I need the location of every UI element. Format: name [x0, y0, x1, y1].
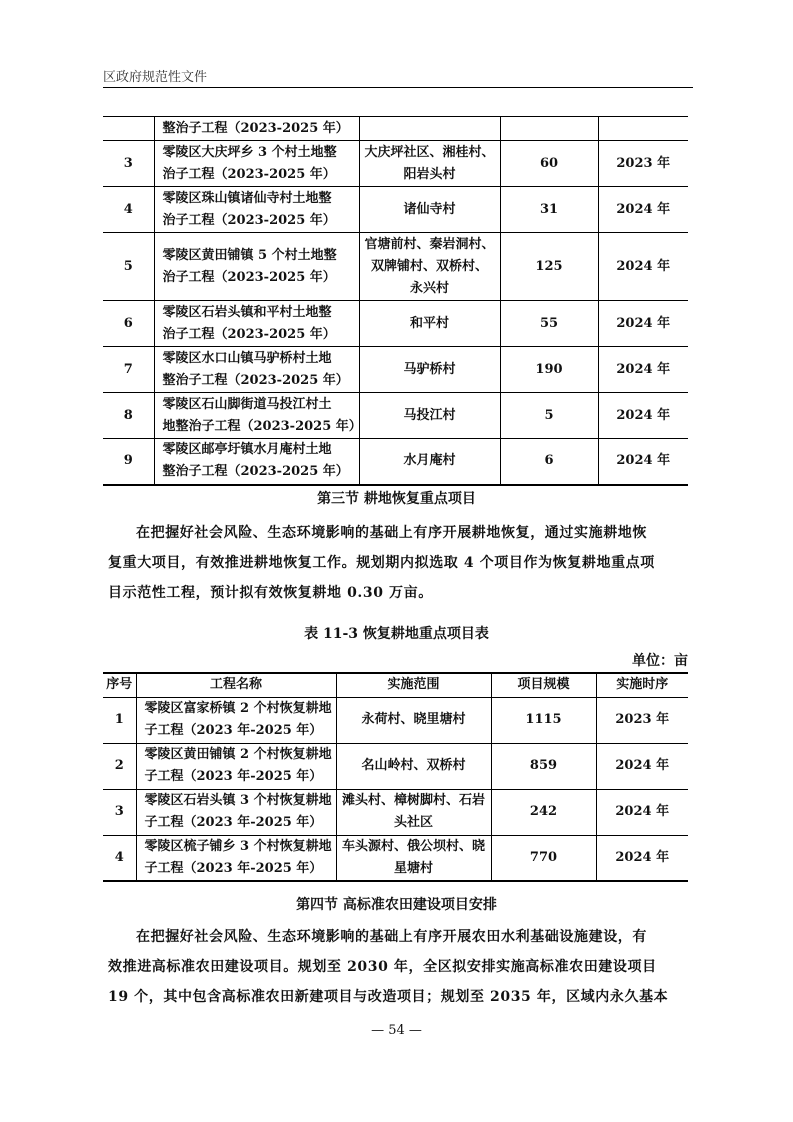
cell-text: 1115 — [525, 712, 562, 727]
cell-no — [103, 835, 136, 881]
cell-text: 190 — [535, 361, 563, 377]
cell-time — [596, 835, 688, 881]
cell-name — [154, 187, 359, 233]
cell-name — [154, 393, 362, 439]
cell-text: 和平村 — [409, 315, 449, 331]
cell-scale — [500, 301, 598, 347]
cell-text: 整治子工程（2023-2025 年） — [162, 372, 349, 388]
cell-text: 零陵区珠山镇诸仙寺村土地整 — [162, 190, 332, 206]
cell-text: 8 — [123, 407, 133, 423]
table-row — [103, 301, 688, 347]
cell-text: 2024 年 — [615, 849, 670, 865]
cell-text: 1 — [114, 712, 124, 727]
paragraph-line: 目示范性工程，预计拟有效恢复耕地 0.30 万亩。 — [108, 585, 433, 601]
cell-text: 整治子工程（2023-2025 年） — [162, 120, 349, 136]
header-time: 实施时序 — [596, 673, 688, 697]
cell-text: 马驴桥村 — [403, 361, 456, 377]
cell-name — [154, 141, 359, 187]
cell-text: 治子工程（2023-2025 年） — [162, 212, 336, 228]
cell-time — [596, 697, 688, 743]
cell-text: 零陵区黄田铺镇 2 个村恢复耕地 — [144, 747, 332, 762]
cell-text: 子工程（2023 年-2025 年） — [144, 860, 323, 876]
cell-time — [598, 347, 688, 393]
header-name: 工程名称 — [136, 673, 336, 697]
cell-name — [154, 347, 359, 393]
cell-text: 4 — [114, 849, 124, 865]
cell-text: 7 — [123, 361, 133, 377]
table-row — [103, 347, 688, 393]
cell-text: 2024 年 — [616, 201, 671, 217]
header-scope: 实施范围 — [336, 673, 491, 697]
cell-scale — [500, 141, 598, 187]
cultivated-land-restoration-table — [103, 672, 688, 882]
cell-name — [154, 301, 359, 347]
document-header: 区政府规范性文件 — [103, 70, 208, 85]
cell-name — [136, 697, 336, 743]
section-3-paragraph — [108, 518, 692, 608]
table-row — [103, 789, 688, 835]
cell-text: 头社区 — [393, 815, 433, 830]
cell-name — [136, 743, 336, 789]
cell-text: 零陵区石岩头镇 3 个村恢复耕地 — [144, 793, 332, 808]
cell-text: 859 — [529, 758, 558, 773]
cell-scope — [336, 789, 491, 835]
cell-text: 官塘前村、秦岩洞村、 — [364, 236, 495, 252]
cell-text: 55 — [539, 315, 559, 331]
cell-text: 6 — [123, 315, 133, 331]
cell-text: 9 — [123, 453, 133, 469]
table-row — [103, 233, 688, 301]
cell-text: 零陵区黄田铺镇 5 个村土地整 — [162, 247, 337, 263]
cell-text: 125 — [535, 258, 563, 274]
cell-text: 地整治子工程（2023-2025 年） — [162, 418, 362, 434]
cell-text: 4 — [123, 201, 133, 217]
table-row — [103, 187, 688, 233]
cell-text: 5 — [544, 407, 554, 423]
cell-time — [598, 187, 688, 233]
cell-text: 60 — [539, 155, 559, 171]
paragraph-line: 在把握好社会风险、生态环境影响的基础上有序开展耕地恢复，通过实施耕地恢 — [136, 525, 647, 541]
cell-scope — [359, 439, 500, 485]
cell-scale — [491, 743, 596, 789]
cell-text: 2024 年 — [616, 315, 671, 331]
cell-name — [136, 789, 336, 835]
cell-text: 2024 年 — [616, 453, 671, 469]
cell-scope — [359, 117, 500, 141]
cell-no — [103, 301, 154, 347]
table-row — [103, 117, 688, 141]
cell-text: 242 — [529, 804, 558, 819]
cell-text: 双牌铺村、双桥村、 — [370, 258, 488, 274]
cell-text: 整治子工程（2023-2025 年） — [162, 464, 349, 480]
table-row — [103, 141, 688, 187]
cell-text: 阳岩头村 — [403, 166, 456, 182]
cell-scale — [491, 789, 596, 835]
cell-scope — [359, 301, 500, 347]
cell-text: 子工程（2023 年-2025 年） — [144, 769, 323, 784]
cell-scope — [336, 835, 491, 881]
cell-text: 车头源村、俄公坝村、晓 — [341, 838, 485, 854]
section-4-title: 第四节 高标准农田建设项目安排 — [296, 897, 497, 913]
cell-text: 零陵区石岩头镇和平村土地整 — [162, 304, 332, 320]
cell-text: 治子工程（2023-2025 年） — [162, 269, 336, 285]
cell-text: 3 — [123, 155, 133, 171]
cell-text: 零陵区水口山镇马驴桥村土地 — [162, 350, 332, 366]
cell-time — [596, 743, 688, 789]
cell-text: 2024 年 — [616, 258, 671, 274]
cell-text: 零陵区梳子铺乡 3 个村恢复耕地 — [144, 838, 332, 854]
cell-no — [103, 117, 154, 141]
cell-no — [103, 743, 136, 789]
cell-scope — [359, 187, 500, 233]
cell-text: 滩头村、樟树脚村、石岩 — [341, 793, 485, 808]
table-caption: 表 11-3 恢复耕地重点项目表 — [304, 626, 489, 642]
cell-text: 零陵区石山脚街道马投江村土 — [162, 396, 332, 412]
cell-scale — [500, 233, 598, 301]
cell-text: 永荷村、晓里塘村 — [361, 712, 466, 727]
cell-scale — [500, 439, 598, 485]
cell-text: 治子工程（2023-2025 年） — [162, 326, 336, 342]
section-4-paragraph — [108, 922, 692, 1012]
cell-text: 2024 年 — [616, 361, 671, 377]
header-scale: 项目规模 — [491, 673, 596, 697]
header-no: 序号 — [103, 673, 136, 697]
cell-scope — [359, 347, 500, 393]
cell-text: 诸仙寺村 — [403, 201, 456, 217]
table-row — [103, 393, 688, 439]
cell-text: 星塘村 — [393, 860, 433, 876]
cell-text: 马投江村 — [403, 407, 456, 423]
cell-text: 2023 年 — [616, 155, 671, 171]
paragraph-line: 在把握好社会风险、生态环境影响的基础上有序开展农田水利基础设施建设，有 — [136, 929, 647, 945]
cell-text: 31 — [539, 201, 559, 217]
table-row — [103, 439, 688, 485]
cell-no — [103, 393, 154, 439]
cell-text: 2024 年 — [615, 758, 670, 773]
cell-scale — [500, 393, 598, 439]
cell-text: 治子工程（2023-2025 年） — [162, 166, 336, 182]
cell-time — [596, 789, 688, 835]
cell-time — [598, 393, 688, 439]
cell-no — [103, 233, 154, 301]
table-row — [103, 743, 688, 789]
table-row — [103, 835, 688, 881]
cell-time — [598, 117, 688, 141]
cell-scale — [500, 117, 598, 141]
cell-name — [154, 117, 359, 141]
cell-text: 2024 年 — [616, 407, 671, 423]
section-3-title: 第三节 耕地恢复重点项目 — [317, 491, 476, 507]
cell-text: 子工程（2023 年-2025 年） — [144, 723, 323, 738]
paragraph-line: 复重大项目，有效推进耕地恢复工作。规划期内拟选取 4 个项目作为恢复耕地重点项 — [108, 555, 655, 571]
paragraph-line: 效推进高标准农田建设项目。规划至 2030 年，全区拟安排实施高标准农田建设项目 — [108, 959, 657, 975]
cell-text: 5 — [123, 258, 133, 274]
cell-no — [103, 187, 154, 233]
paragraph-line: 19 个，其中包含高标准农田新建项目与改造项目；规划至 2035 年，区域内永久基本 — [108, 989, 669, 1005]
unit-label: 单位：亩 — [632, 653, 688, 669]
cell-no — [103, 141, 154, 187]
cell-time — [598, 301, 688, 347]
cell-scope — [359, 233, 500, 301]
cell-no — [103, 347, 154, 393]
table-row — [103, 697, 688, 743]
header-rule — [103, 87, 693, 88]
cell-text: 大庆坪社区、湘桂村、 — [364, 144, 495, 160]
cell-no — [103, 697, 136, 743]
cell-text: 子工程（2023 年-2025 年） — [144, 815, 323, 830]
cell-no — [103, 439, 154, 485]
cell-scope — [359, 393, 500, 439]
cell-scale — [491, 835, 596, 881]
land-consolidation-table — [103, 116, 688, 486]
cell-scope — [359, 141, 500, 187]
cell-scale — [491, 697, 596, 743]
cell-text: 2023 年 — [615, 712, 670, 727]
cell-text: 770 — [529, 849, 558, 865]
cell-text: 2 — [114, 758, 124, 773]
cell-scale — [500, 347, 598, 393]
cell-scale — [500, 187, 598, 233]
cell-text: 零陵区邮亭圩镇水月庵村土地 — [162, 442, 332, 458]
cell-text: 2024 年 — [615, 804, 670, 819]
cell-text: 3 — [114, 804, 124, 819]
cell-scope — [336, 697, 491, 743]
cell-text: 零陵区大庆坪乡 3 个村土地整 — [162, 144, 337, 160]
cell-name — [154, 233, 359, 301]
cell-name — [136, 835, 336, 881]
cell-scope — [336, 743, 491, 789]
cell-text: 6 — [544, 453, 554, 469]
cell-time — [598, 233, 688, 301]
cell-name — [154, 439, 359, 485]
cell-text: 水月庵村 — [403, 453, 456, 469]
cell-text: 零陵区富家桥镇 2 个村恢复耕地 — [144, 701, 332, 716]
cell-time — [598, 439, 688, 485]
page-number: — 54 — — [371, 1023, 422, 1038]
cell-text: 永兴村 — [409, 280, 449, 296]
cell-no — [103, 789, 136, 835]
cell-time — [598, 141, 688, 187]
cell-text: 名山岭村、双桥村 — [361, 758, 466, 773]
